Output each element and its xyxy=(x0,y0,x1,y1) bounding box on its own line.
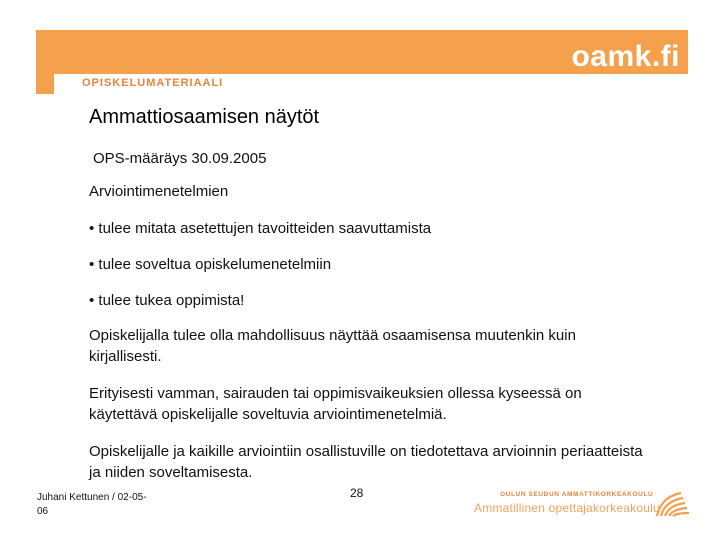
paragraph: Opiskelijalla tulee olla mahdollisuus näyttää osaamisensa muutenkin kuin kirjallisesti. xyxy=(89,327,576,365)
paragraph: Opiskelijalle ja kaikille arviointiin osallistuville on tiedotettava arvioinnin periaatteista ja niiden soveltamisesta. xyxy=(89,443,643,481)
paragraph: Erityisesti vamman, sairauden tai oppimisvaikeuksien ollessa kyseessä on käytettävä opiskelijalle soveltuvia arviointimenetelmiä. xyxy=(89,385,582,423)
school-name: OULUN SEUDUN AMMATTIKORKEAKOULU xyxy=(500,491,654,498)
bullet-item: • tulee tukea oppimista! xyxy=(89,292,245,309)
intro-text: Arviointimenetelmien xyxy=(89,183,229,200)
bullet-item: • tulee mitata asetettujen tavoitteiden saavuttamista xyxy=(89,220,432,237)
school-unit: Ammatillinen opettajakorkeakoulu xyxy=(474,501,660,515)
bullet-item: • tulee soveltua opiskelumenetelmiin xyxy=(89,256,332,273)
section-label: OPISKELUMATERIAALI xyxy=(82,77,224,89)
page-number: 28 xyxy=(350,486,364,500)
slide-subtitle: OPS-määräys 30.09.2005 xyxy=(93,150,267,167)
header-tab-strip xyxy=(36,74,54,94)
sunburst-arcs-icon xyxy=(651,489,691,519)
footer-author: Juhani Kettunen / 02-05-06 xyxy=(37,492,147,517)
brand-logo-text: oamk.fi xyxy=(571,40,680,73)
slide-title: Ammattiosaamisen näytöt xyxy=(89,106,320,128)
